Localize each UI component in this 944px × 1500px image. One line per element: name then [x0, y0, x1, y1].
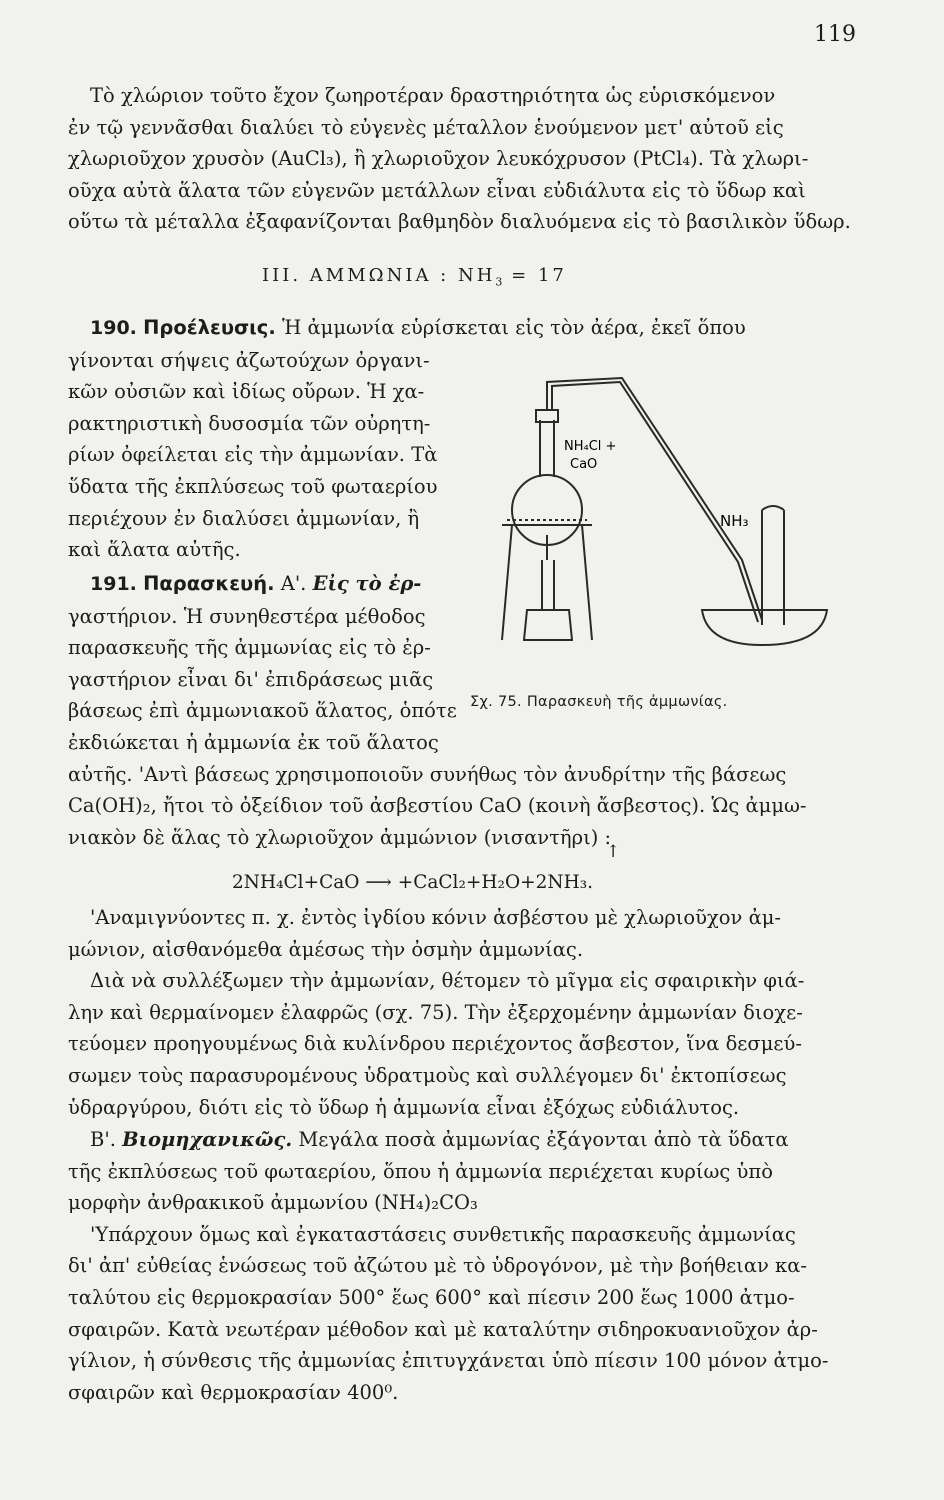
section-number: 190.: [90, 317, 137, 339]
subsection-label: Β'.: [90, 1128, 116, 1151]
intro-paragraph: [68, 80, 851, 238]
text-line: ὑδραργύρου, διότι εἰς τὸ ὕδωρ ἡ ἀμμωνία εἶναι ἐξόχως εὐδιάλυτος.: [68, 1095, 740, 1119]
text-line: ὕδατα τῆς ἐκπλύσεως τοῦ φωταερίου: [68, 474, 438, 498]
tripod-stand: [502, 525, 592, 640]
text-line: 'Αναμιγνύοντες π. χ. ἐντὸς ἰγδίου κόνιν ἀσβέστου μὲ χλωριοῦχον ἀμ-: [90, 906, 782, 929]
text-line: μορφὴν ἀνθρακικοῦ ἀμμωνίου (NH₄)₂CO₃: [68, 1191, 478, 1215]
body-paragraph: [68, 902, 843, 1123]
text-line: σφαιρῶν καὶ θερμοκρασίαν 400⁰.: [68, 1380, 399, 1404]
text-line: καὶ ἅλατα αὐτῆς.: [68, 538, 241, 562]
text-line: σωμεν τοὺς παρασυρομένους ὑδρατμοὺς καὶ συλλέγομεν δι' ἐκτοπίσεως: [68, 1063, 787, 1087]
text-line: μώνιον, αἰσθανόμεθα ἀμέσως τὴν ὀσμὴν ἀμμωνίας.: [68, 937, 584, 961]
text-line: οῦχα αὐτὰ ἅλατα τῶν εὐγενῶν μετάλλων εἶναι εὐδιάλυτα εἰς τὸ ὕδωρ καὶ: [68, 178, 806, 202]
text-line: γαστήριον. Ἡ συνηθεστέρα μέθοδος: [68, 604, 426, 628]
trough: [702, 610, 827, 645]
delivery-tube-inner: [552, 382, 758, 622]
text-line: ταλύτου εἰς θερμοκρασίαν 500° ἕως 600° καὶ πίεσιν 200 ἕως 1000 ἀτμο-: [68, 1285, 795, 1309]
text-line: ρακτηριστικὴ δυσοσμία τῶν οὐρητη-: [68, 411, 431, 435]
text-line: περιέχουν ἐν διαλύσει ἀμμωνίαν, ἢ: [68, 506, 420, 530]
label-cao: CaO: [570, 457, 598, 472]
text-line: χλωριοῦχον χρυσὸν (AuCl₃), ἢ χλωριοῦχον λευκόχρυσον (PtCl₄). Τὰ χλωρι-: [68, 147, 809, 171]
text-line: νιακὸν δὲ ἅλας τὸ χλωριοῦχον ἀμμώνιον (νισαντῆρι) :: [68, 825, 612, 849]
text-line: 'Υπάρχουν ὅμως καὶ ἐγκαταστάσεις συνθετικῆς παρασκευῆς ἀμμωνίας: [90, 1222, 796, 1246]
heading-formula: $NH_3 = 17$: [457, 265, 567, 289]
reaction-equation: 2NH₄Cl+CaO ⟶ +CaCl₂+H₂O+2NH₃.: [232, 872, 593, 893]
text-line: τῆς ἐκπλύσεως τοῦ φωταερίου, ὅπου ἡ ἀμμωνία περιέχεται κυρίως ὑπὸ: [68, 1159, 773, 1183]
text-line: σφαιρῶν. Κατὰ νεωτέραν μέθοδον καὶ μὲ καταλύτην σιδηροκυανιοῦχον ἀρ-: [68, 1317, 818, 1341]
text-line: ρίων ὀφείλεται εἰς τὴν ἀμμωνίαν. Τὰ: [68, 443, 438, 467]
heading-roman-numeral: III.: [262, 265, 302, 286]
text-line: κῶν οὐσιῶν καὶ ἰδίως οὔρων. Ἡ χα-: [68, 380, 425, 404]
subsection-label: Α'.: [280, 572, 307, 595]
text-line: δι' ἀπ' εὐθείας ἑνώσεως τοῦ ἀζώτου μὲ τὸ ὑδρογόνον, μὲ τὴν βοήθειαν κα-: [68, 1254, 807, 1278]
subsection-title: Βιομηχανικῶς.: [122, 1128, 293, 1151]
section-number: 191.: [90, 573, 137, 595]
page-number: 119: [814, 22, 856, 47]
text-line: Διὰ νὰ συλλέξωμεν τὴν ἀμμωνίαν, θέτομεν τὸ μῖγμα εἰς σφαιρικὴν φιά-: [90, 969, 805, 993]
text-line: ἐν τῷ γεννᾶσθαι διαλύει τὸ εὐγενὲς μέταλλον ἑνούμενον μετ' αὐτοῦ εἰς: [68, 115, 784, 139]
figure-caption: Σχ. 75. Παρασκευὴ τῆς ἀμμωνίας.: [470, 694, 728, 710]
text-line: λην καὶ θερμαίνομεν ἐλαφρῶς (σχ. 75). Τὴν ἐξερχομένην ἀμμωνίαν διοχε-: [68, 1000, 803, 1024]
section-b: [68, 1124, 843, 1408]
text-line: Ca(OH)₂, ἤτοι τὸ ὀξείδιον τοῦ ἀσβεστίου CaO (κοινὴ ἄσβεστος). Ὡς ἀμμω-: [68, 794, 807, 818]
apparatus-figure: [492, 360, 852, 660]
text-line: γίνονται σήψεις ἀζωτούχων ὀργανι-: [68, 348, 430, 372]
text-line: ἐκδιώκεται ἡ ἀμμωνία ἐκ τοῦ ἅλατος: [68, 730, 439, 754]
gas-arrow: ↑: [606, 842, 621, 862]
text-line: Ἡ ἀμμωνία εὑρίσκεται εἰς τὸν ἀέρα, ἐκεῖ ὅπου: [281, 316, 746, 339]
text-line: αὐτῆς. 'Αντὶ βάσεως χρησιμοποιοῦν συνήθως τὸν ἀνυδρίτην τῆς βάσεως: [68, 762, 787, 786]
label-nh4cl: NH₄Cl +: [564, 439, 617, 454]
subsection-title: Εἰς τὸ ἐρ-: [312, 572, 422, 595]
text-line: γαστήριον εἶναι δι' ἐπιδράσεως μιᾶς: [68, 667, 434, 691]
flask-neck: [540, 420, 554, 477]
text-line: βάσεως ἐπὶ ἀμμωνιακοῦ ἅλατος, ὁπότε: [68, 699, 457, 723]
bunsen-burner: [524, 560, 572, 640]
text-line: οὕτω τὰ μέταλλα ἐξαφανίζονται βαθμηδὸν διαλυόμενα εἰς τὸ βασιλικὸν ὕδωρ.: [68, 210, 851, 234]
text-line: παρασκευῆς τῆς ἀμμωνίας εἰς τὸ ἐρ-: [68, 636, 431, 660]
label-nh3: NH₃: [720, 512, 749, 530]
section-heading: [262, 265, 567, 289]
text-line: Τὸ χλώριον τοῦτο ἔχον ζωηροτέραν δραστηριότητα ὡς εὑρισκόμενον: [90, 84, 776, 107]
round-flask: [512, 475, 582, 545]
collecting-tube: [762, 506, 784, 625]
section-title: Παρασκευή.: [143, 572, 275, 595]
text-line: γίλιον, ἡ σύνθεσις τῆς ἀμμωνίας ἐπιτυγχάνεται ὑπὸ πίεσιν 100 μόνον ἀτμο-: [68, 1349, 829, 1373]
text-line: τεύομεν προηγουμένως διὰ κυλίνδρου περιέχοντος ἄσβεστον, ἵνα δεσμεύ-: [68, 1032, 802, 1056]
section-title: Προέλευσις.: [143, 316, 276, 339]
text-line: Μεγάλα ποσὰ ἀμμωνίας ἐξάγονται ἀπὸ τὰ ὕδατα: [298, 1128, 789, 1151]
heading-title: ΑΜΜΩΝΙΑ :: [309, 265, 450, 286]
